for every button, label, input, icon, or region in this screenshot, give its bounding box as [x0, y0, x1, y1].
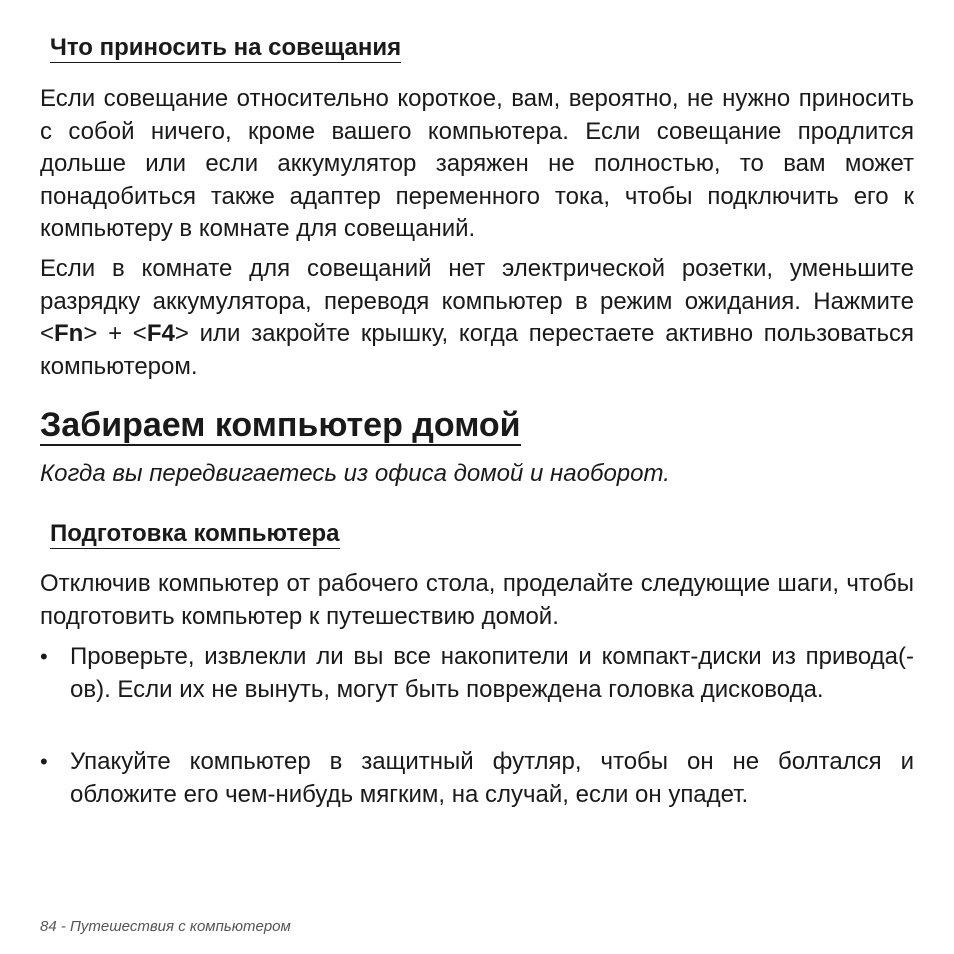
key-f4: F4: [146, 320, 175, 347]
paragraph-meeting-short: Если совещание относительно короткое, вам, вероятно, не нужно приносить с собой ничего, кроме вашего компьютера. Если совещание продлится дольше или если аккумулятор заряжен не полностью, то вам может понадобиться также адаптер переменного тока, чтобы подключить его к компьютеру в комнате для совещаний.: [40, 85, 914, 242]
section-heading-preparing: Подготовка компьютера: [50, 520, 340, 547]
list-item: [40, 641, 914, 706]
section-heading-meetings: Что приносить на совещания: [50, 34, 402, 61]
list-item-text: Проверьте, извлекли ли вы все накопители и компакт-диски из привода(-ов). Если их не вынуть, могут быть повреждена головка дисковода.: [70, 643, 914, 703]
lead-text: Когда вы передвигаетесь из офиса домой и наоборот.: [40, 460, 670, 487]
page-footer: 84 - Путешествия с компьютером: [40, 918, 291, 935]
paragraph-disconnect: Отключив компьютер от рабочего стола, проделайте следующие шаги, чтобы подготовить компьютер к путешествию домой.: [40, 570, 914, 630]
list-item: [40, 746, 914, 811]
main-heading-taking-home: Забираем компьютер домой: [40, 406, 521, 444]
bullet-icon: •: [40, 644, 48, 669]
key-fn: Fn: [54, 320, 84, 347]
bullet-icon: •: [40, 749, 48, 774]
list-item-text: Упакуйте компьютер в защитный футляр, чтобы он не болтался и обложите его чем-нибудь мягким, на случай, если он упадет.: [70, 748, 914, 808]
paragraph-no-outlet: Если в комнате для совещаний нет электрической розетки, уменьшите разрядку аккумулятора, переводя компьютер в режим ожидания. Нажмите <Fn> + <F4> или закройте крышку, когда перестаете активно пользоваться компьютером.: [40, 255, 915, 380]
